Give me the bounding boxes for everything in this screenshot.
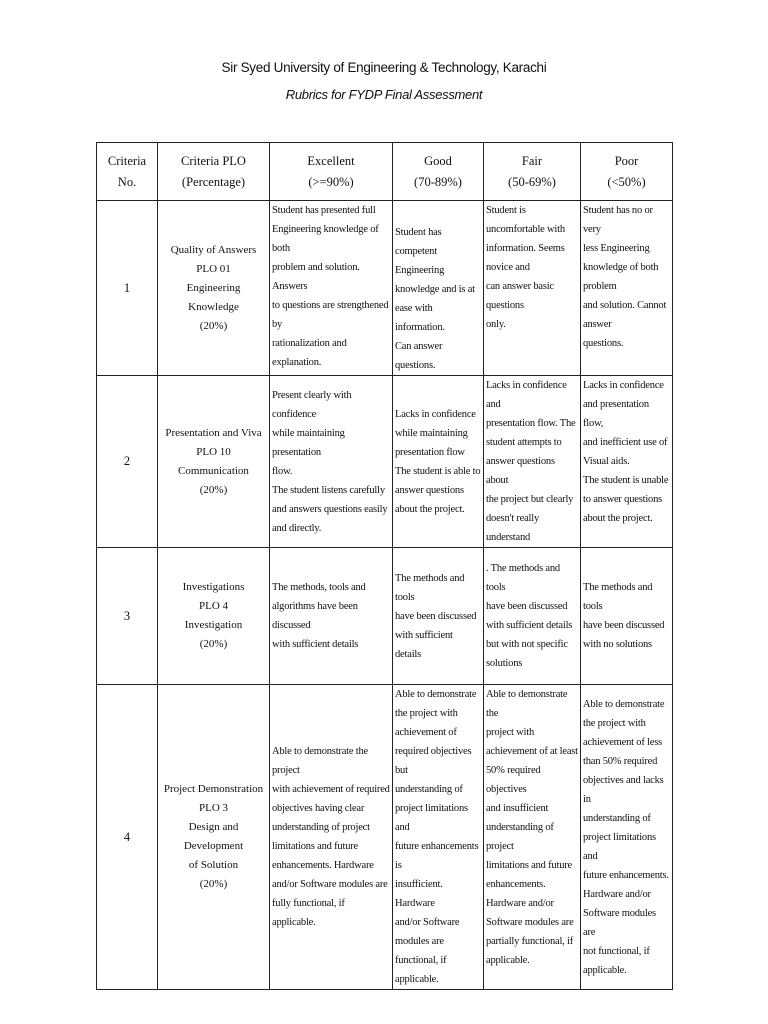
criteria-name: Investigations bbox=[182, 581, 245, 593]
criteria-number: 1 bbox=[97, 201, 158, 376]
criteria-number: 4 bbox=[97, 685, 158, 990]
good-description: Able to demonstrate the project with achievement of required objectives but understanding of project limitations and future enhancements is insufficient. Hardware and/or Software modules are functional, if applicable. bbox=[393, 685, 484, 990]
criteria-weight: (20%) bbox=[199, 319, 228, 332]
good-description: Student has competent Engineering knowledge and is at ease with information. Can answer questions. bbox=[393, 201, 484, 376]
criteria-plo: PLO 10 bbox=[196, 445, 231, 458]
col-header-fair: Fair (50-69%) bbox=[484, 143, 581, 201]
col-header-excellent: Excellent (>=90%) bbox=[270, 143, 393, 201]
excellent-description: Able to demonstrate the project with achievement of required objectives having clear understanding of project limitations and future enhancements. Hardware and/or Software modules are fully functional, if applicable. bbox=[270, 685, 393, 990]
poor-description: Lacks in confidence and presentation flow, and inefficient use of Visual aids. The student is unable to answer questions about the project. bbox=[581, 376, 673, 548]
criteria-name: Presentation and Viva bbox=[165, 426, 262, 439]
criteria-cell bbox=[158, 201, 270, 376]
criteria-area: Engineering Knowledge bbox=[186, 281, 241, 313]
criteria-area: Investigation bbox=[184, 619, 243, 631]
fair-description: . The methods and tools have been discussed with sufficient details but with not specific solutions bbox=[484, 548, 581, 685]
excellent-description: The methods, tools and algorithms have been discussed with sufficient details bbox=[270, 548, 393, 685]
excellent-description: Present clearly with confidence while maintaining presentation flow. The student listens carefully and answers questions easily and directly. bbox=[270, 376, 393, 548]
table-row bbox=[97, 548, 673, 685]
criteria-weight: (20%) bbox=[199, 483, 228, 496]
table-row bbox=[97, 201, 673, 376]
criteria-area: Design and Development of Solution bbox=[183, 821, 244, 871]
criteria-number: 2 bbox=[97, 376, 158, 548]
col-header-criteria-no: Criteria No. bbox=[97, 143, 158, 201]
fair-description: Lacks in confidence and presentation flow. The student attempts to answer questions about the project but clearly doesn't really understand bbox=[484, 376, 581, 548]
criteria-plo: PLO 4 bbox=[198, 600, 229, 612]
table-row bbox=[97, 685, 673, 990]
criteria-area: Communication bbox=[178, 464, 249, 477]
fair-description: Able to demonstrate the project with achievement of at least 50% required objectives and insufficient understanding of project limitations and future enhancements. Hardware and/or Software modules are partially functional, if applicable. bbox=[484, 685, 581, 990]
col-header-poor: Poor (<50%) bbox=[581, 143, 673, 201]
criteria-number: 3 bbox=[97, 548, 158, 685]
criteria-weight: (20%) bbox=[199, 878, 228, 890]
criteria-plo: PLO 01 bbox=[196, 262, 231, 275]
criteria-name: Project Demonstration bbox=[163, 783, 264, 795]
criteria-name: Quality of Answers bbox=[170, 243, 257, 256]
document-subtitle: Rubrics for FYDP Final Assessment bbox=[285, 87, 483, 102]
good-description: The methods and tools have been discussed with sufficient details bbox=[393, 548, 484, 685]
good-description: Lacks in confidence while maintaining presentation flow The student is able to answer questions about the project. bbox=[393, 376, 484, 548]
criteria-cell bbox=[158, 685, 270, 990]
table-row bbox=[97, 376, 673, 548]
university-title: Sir Syed University of Engineering & Technology, Karachi bbox=[221, 60, 547, 75]
excellent-description: Student has presented full Engineering knowledge of both problem and solution. Answers to questions are strengthened by rationalization and explanation. bbox=[270, 201, 393, 376]
poor-description: The methods and tools have been discussed with no solutions bbox=[581, 548, 673, 685]
col-header-criteria-plo: Criteria PLO (Percentage) bbox=[158, 143, 270, 201]
rubric-table bbox=[96, 142, 673, 990]
col-header-good: Good (70-89%) bbox=[393, 143, 484, 201]
criteria-cell bbox=[158, 376, 270, 548]
poor-description: Able to demonstrate the project with achievement of less than 50% required objectives and lacks in understanding of project limitations and future enhancements. Hardware and/or Software modules are not functional, if applicable. bbox=[581, 685, 673, 990]
criteria-plo: PLO 3 bbox=[198, 802, 229, 814]
fair-description: Student is uncomfortable with information. Seems novice and can answer basic questions only. bbox=[484, 201, 581, 376]
criteria-cell bbox=[158, 548, 270, 685]
criteria-weight: (20%) bbox=[199, 638, 228, 650]
header-row bbox=[97, 143, 673, 201]
poor-description: Student has no or very less Engineering knowledge of both problem and solution. Cannot answer questions. bbox=[581, 201, 673, 376]
